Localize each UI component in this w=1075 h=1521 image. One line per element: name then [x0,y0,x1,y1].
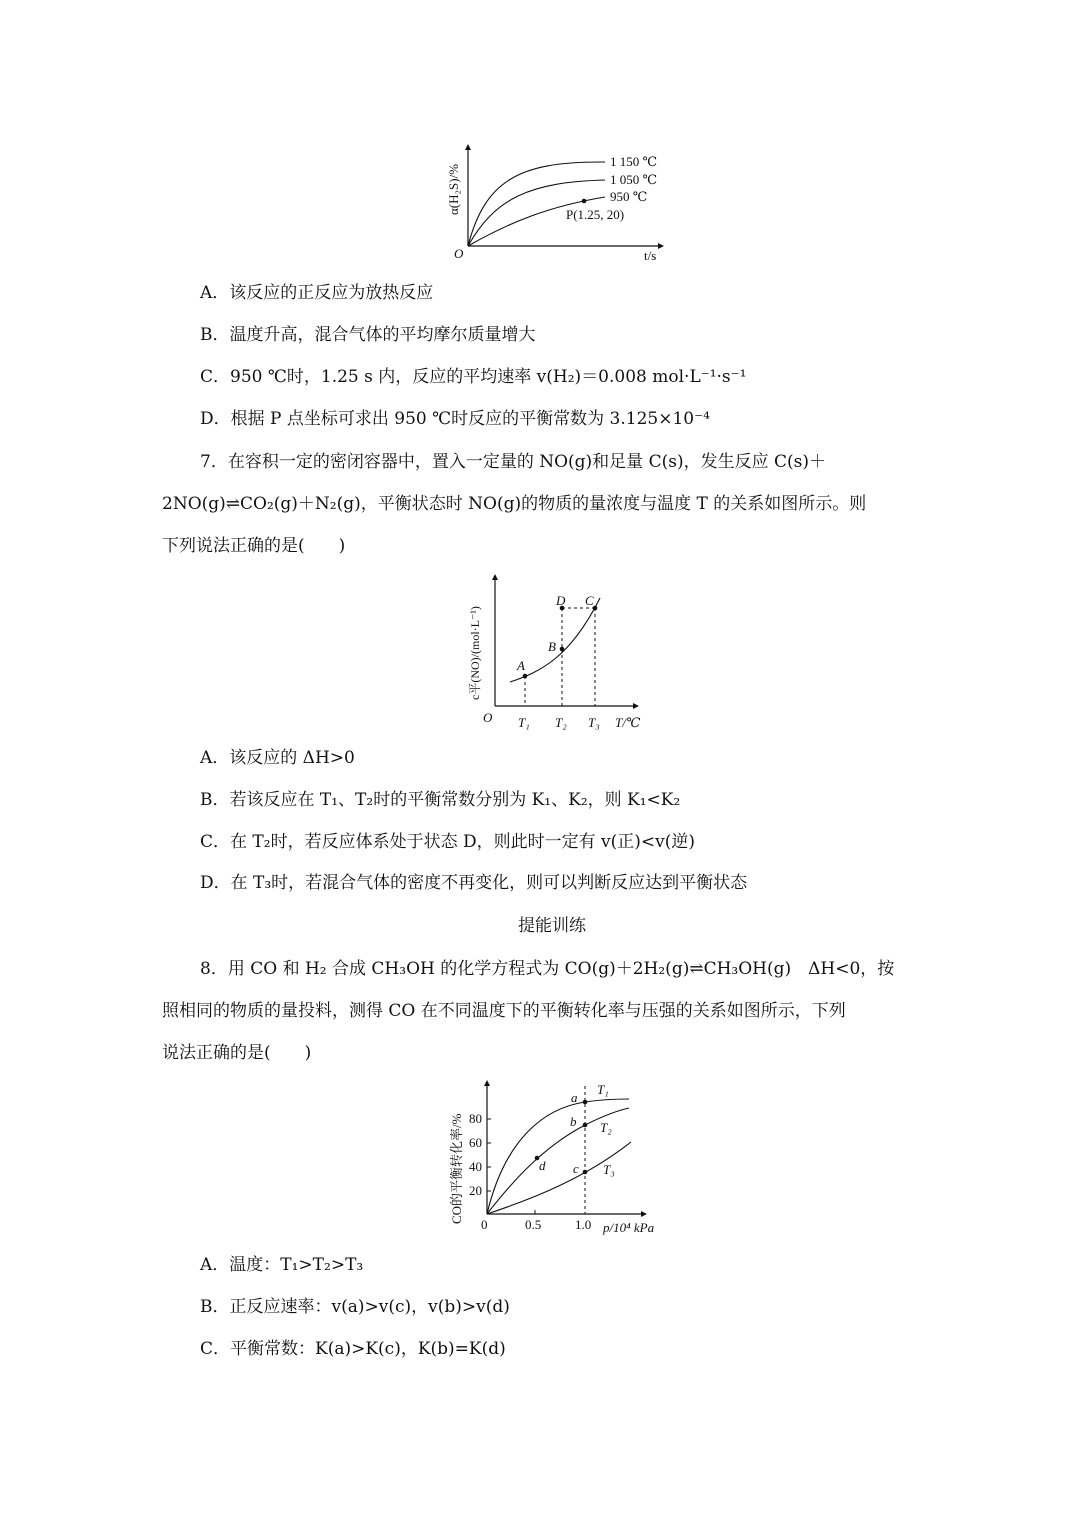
section-title: 提能训练 [518,916,586,936]
q8-option-b: B．正反应速率：v(a)>v(c)，v(b)>v(d) [200,1297,510,1317]
fig2-origin: O [483,710,493,725]
q8-stem-1: 8．用 CO 和 H₂ 合成 CH₃OH 的化学方程式为 CO(g)＋2H₂(g)⇌CH₃OH(g) ΔH<0，按 [200,959,895,979]
fig3-point-a: a [571,1090,578,1105]
fig1-curve-950: 950 ℃ [610,189,648,204]
figure-co-conversion [445,1078,675,1238]
q6-option-a: A．该反应的正反应为放热反应 [200,283,434,303]
figure-h2s-conversion [440,140,680,270]
fig2-tick-t3: T₃ [588,715,600,730]
fig1-curve-1050: 1 050 ℃ [610,172,658,187]
fig3-curve-t1: T₁ [597,1082,609,1097]
q8-stem-2: 照相同的物质的量投料，测得 CO 在不同温度下的平衡转化率与压强的关系如图所示，下列 [162,1001,846,1021]
fig3-curve-t2: T₂ [600,1120,612,1135]
fig2-point-a: A [517,658,525,673]
q8-option-a: A．温度：T₁>T₂>T₃ [200,1255,364,1275]
fig3-origin: 0 [481,1217,488,1232]
fig3-point-c: c [573,1161,579,1176]
fig2-tick-t2: T₂ [555,715,567,730]
fig3-xtick-10: 1.0 [575,1217,592,1232]
fig2-point-d: D [556,593,566,608]
fig2-tick-t1: T₁ [518,715,530,730]
fig1-ylabel: α(H₂S)/% [446,163,461,215]
fig3-xlabel: p/10⁴ kPa [603,1220,655,1235]
fig3-point-b: b [570,1114,577,1129]
q7-option-b: B．若该反应在 T₁、T₂时的平衡常数分别为 K₁、K₂，则 K₁<K₂ [200,790,681,810]
q6-option-c: C．950 ℃时，1.25 s 内，反应的平均速率 v(H₂)＝0.008 mol·L⁻¹·s⁻¹ [200,367,747,387]
q7-option-d: D．在 T₃时，若混合气体的密度不再变化，则可以判断反应达到平衡状态 [200,873,748,893]
fig3-ytick-60: 60 [469,1135,482,1150]
q7-option-a: A．该反应的 ΔH>0 [200,748,355,768]
fig3-point-d: d [539,1158,546,1173]
fig2-point-b: B [548,639,556,654]
fig1-curve-1150: 1 150 ℃ [610,154,658,169]
q7-stem-1: 7．在容积一定的密闭容器中，置入一定量的 NO(g)和足量 C(s)，发生反应 C(s)＋ [200,452,826,472]
fig3-curve-t3: T₃ [603,1162,615,1177]
fig2-xlabel: T/℃ [615,715,641,730]
fig2-point-c: C [585,593,594,608]
fig1-xlabel: t/s [644,248,657,263]
q6-option-d: D．根据 P 点坐标可求出 950 ℃时反应的平衡常数为 3.125×10⁻⁴ [200,409,710,429]
q7-stem-2: 2NO(g)⇌CO₂(g)＋N₂(g)，平衡状态时 NO(g)的物质的量浓度与温度 T 的关系如图所示。则 [162,494,867,514]
q7-stem-3: 下列说法正确的是( ) [162,536,346,556]
fig3-ylabel: CO的平衡转化率/% [449,1113,464,1224]
fig3-ytick-80: 80 [469,1111,482,1126]
figure-no-concentration [455,572,655,737]
fig2-ylabel: c平(NO)/(mol·L⁻¹) [468,606,482,700]
fig3-xtick-05: 0.5 [525,1217,542,1232]
fig3-ytick-40: 40 [469,1159,482,1174]
fig1-point-p: P(1.25, 20) [566,207,625,222]
q8-option-c: C．平衡常数：K(a)>K(c)，K(b)=K(d) [200,1339,506,1359]
q8-stem-3: 说法正确的是( ) [162,1043,312,1063]
q6-option-b: B．温度升高，混合气体的平均摩尔质量增大 [200,325,536,345]
fig1-origin: O [454,246,464,261]
fig3-ytick-20: 20 [469,1183,482,1198]
q7-option-c: C．在 T₂时，若反应体系处于状态 D，则此时一定有 v(正)<v(逆) [200,832,695,852]
